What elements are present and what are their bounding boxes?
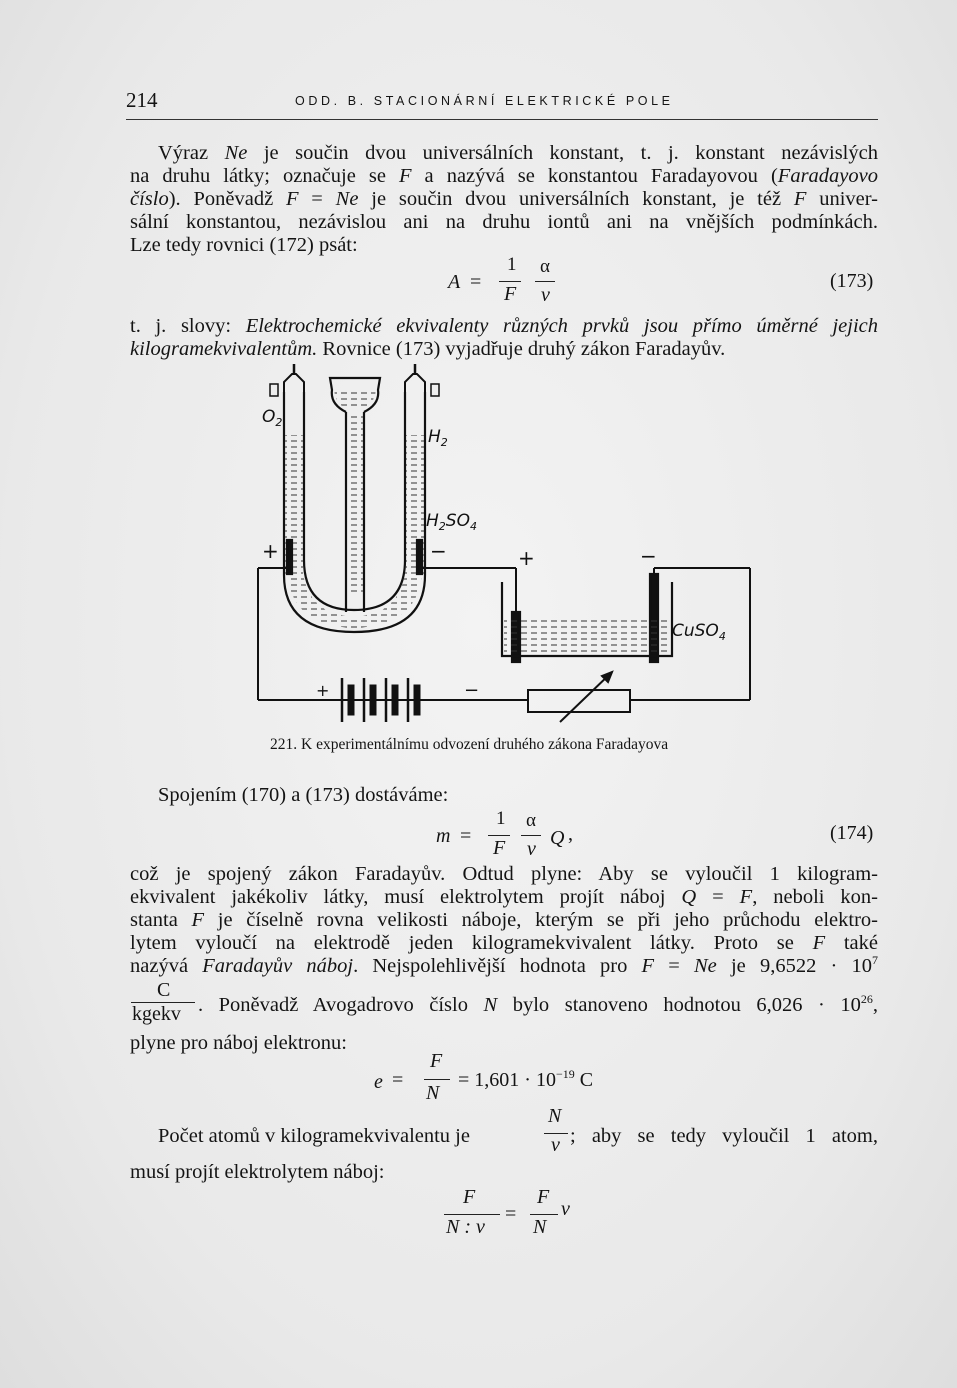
electrolysis-figure bbox=[240, 360, 770, 730]
svg-text:+: + bbox=[518, 546, 535, 570]
copper-cell-liquid bbox=[504, 620, 670, 654]
battery bbox=[342, 678, 465, 722]
page-number: 214 bbox=[126, 88, 158, 112]
figure-caption: 221. K experimentálnímu odvození druhého zákona Faradayova bbox=[270, 736, 669, 753]
para1-line5: Lze tedy rovnici (172) psát: bbox=[130, 234, 358, 256]
svg-text:H2: $H_2$ bbox=[428, 427, 448, 449]
equation-173-label: (173) bbox=[830, 270, 874, 292]
para2-line1: t. j. slovy: Elektrochemické ekvivalenty různých prvků jsou přímo úměrné jejich bbox=[130, 315, 879, 337]
para1-line1: Výraz Ne je součin dvou universálních konstant, t. j. konstant nezávislých bbox=[158, 142, 878, 164]
svg-text:−: − bbox=[640, 544, 657, 568]
para4-line5: nazývá Faradayův náboj. Nejspolehlivější hodnota pro F = Ne je $9,6522 \cdot 10^7$ bbox=[130, 953, 879, 977]
para5-line2: musí projít elektrolytem náboj: bbox=[130, 1161, 385, 1183]
book-page: 214 ODD. B. STACIONÁRNÍ ELEKTRICKÉ POLE Výraz Ne je součin dvou universálních konstant, t. j. konstant nezávislých na druhu látky; označuje se F a nazývá se konstantou Faradayovou (Faradayovo číslo). Poněvadž F = Ne je součin dvou universálních konstant, je též F univer- sální konstantou, nezávislou ani na druhu iontů ani na vnějších podmínkách. Lze tedy rovnici (172) psát: A = 1 F α v (173) t. j. slovy: Elektrochemické ekvivalenty různých prvků jsou přímo úměrné jejich kilogramekvivalentům. Rovnice (173) vyjadřuje druhý zákon Faradayův. $O_2$ $H_2$ $H_2SO_4$ CuSO$_4$ + − + − + − 221. K experimentálnímu odvození druhého zákona Faradayova Spojením (170) a (173) dostáváme: m = 1 F α v Q , (174) což je spojený zákon Faradayův. Odtud plyne: Aby se vyloučil 1 kilogram- ekvivalent jakékoliv látky, musí elektrolytem projít náboj Q = F, neboli kon- stanta F je číselně rovna velikosti náboje, kterým se při jeho průchodu elektro- lytem vyloučí na elektrodě jeden kilogramekvivalent látky. Proto se F také nazývá Faradayův náboj. Nejspolehlivější hodnota pro F = Ne je $9,6522 \cdot 10^7$ C kgekv . Poněvadž Avogadrovo číslo N bylo stanoveno hodnotou $6,026 \cdot 10^{26}$, plyne pro náboj elektronu: e = F N = $1,601 \cdot 10^{-19}$ C Počet atomů v kilogramekvivalentu je N v ; aby se tedy vyloučil 1 atom, musí projít elektrolytem náboj: F N : v = F N v bbox=[0, 0, 957, 1388]
para4-line3: stanta F je číselně rovna velikosti náboje, kterým se při jeho průchodu elektro- bbox=[130, 909, 878, 931]
para4-line4: lytem vyloučí na elektrodě jeden kilogramekvivalent látky. Proto se F také bbox=[130, 932, 878, 954]
copper-cell bbox=[502, 574, 672, 662]
para4-line1: což je spojený zákon Faradayův. Odtud plyne: Aby se vyloučil 1 kilogram- bbox=[130, 863, 878, 885]
svg-text:+: + bbox=[262, 539, 279, 563]
svg-text:CuSO4: CuSO$_4$ bbox=[672, 621, 726, 643]
para2-line2: kilogramekvivalentům. Rovnice (173) vyjadřuje druhý zákon Faradayův. bbox=[130, 338, 726, 360]
hofmann-apparatus bbox=[270, 364, 439, 632]
para4-line7: plyne pro náboj elektronu: bbox=[130, 1032, 347, 1054]
running-head: ODD. B. STACIONÁRNÍ ELEKTRICKÉ POLE bbox=[295, 94, 674, 108]
svg-text:H2SO4: $H_2SO_4$ bbox=[426, 511, 477, 533]
para1-line2: na druhu látky; označuje se F a nazývá se konstantou Faradayovou (Faradayovo bbox=[130, 165, 878, 187]
para4-line6: . Poněvadž Avogadrovo číslo N bylo stanoveno hodnotou $6,026 \cdot 10^{26}$, bbox=[198, 992, 878, 1016]
para3-line1: Spojením (170) a (173) dostáváme: bbox=[158, 784, 449, 806]
para1-line3: číslo). Poněvadž F = Ne je součin dvou universálních konstant, je též F univer- bbox=[130, 188, 878, 210]
central-tube-liquid bbox=[347, 415, 363, 595]
para1-line4: sální konstantou, nezávislou ani na druhu iontů ani na vnějších podmínkách. bbox=[130, 211, 878, 233]
equation-174-label: (174) bbox=[830, 822, 874, 844]
svg-text:−: − bbox=[430, 539, 447, 563]
rheostat bbox=[528, 672, 630, 722]
svg-text:O2: $O_2$ bbox=[262, 407, 283, 429]
svg-text:+: + bbox=[316, 681, 330, 700]
para4-line2: ekvivalent jakékoliv látky, musí elektrolytem projít náboj Q = F, neboli kon- bbox=[130, 886, 878, 908]
header-rule bbox=[126, 119, 878, 120]
svg-text:−: − bbox=[464, 680, 480, 701]
